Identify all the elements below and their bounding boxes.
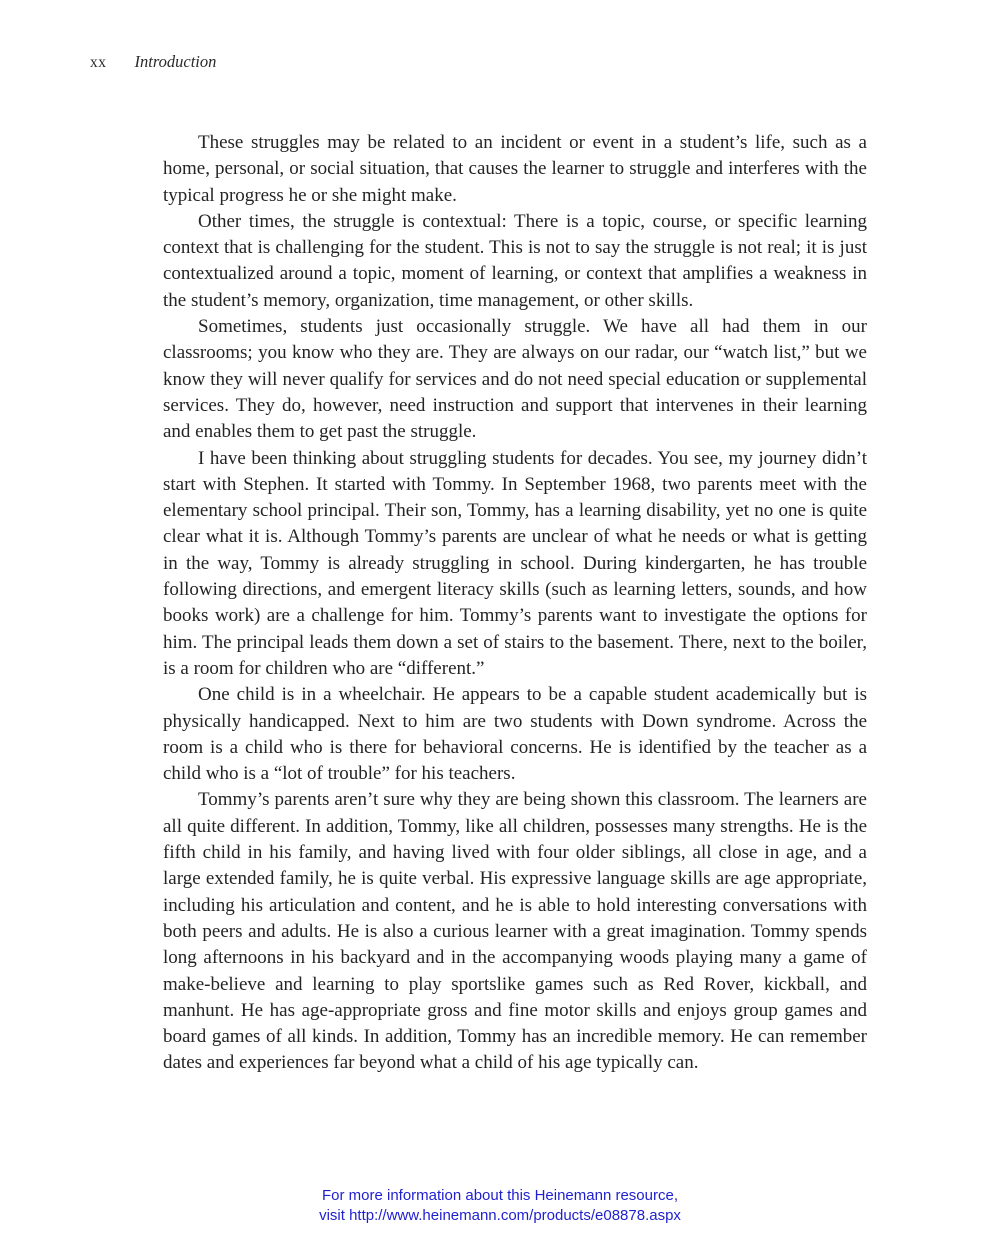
paragraph-basement-classroom: One child is in a wheelchair. He appears to be a capable student academically but is physically handicapped. Next to him are two students with Down syndrome. Across the room is a child who is there for behavioral concerns. He is identified by the teacher as a child who is a “lot of trouble” for his teachers. xyxy=(163,684,867,785)
paragraph-tommy-1968: I have been thinking about struggling students for decades. You see, my journey didn’t start with Stephen. It started with Tommy. In September 1968, two parents meet with the elementary school principal. Their son, Tommy, has a learning disability, yet no one is quite clear what it is. Although Tommy’s parents are unclear of what he needs or what is getting in the way, Tommy is already struggling in school. During kindergarten, he has trouble following directions, and emergent literacy skills (such as learning letters, sounds, and how books work) are a challenge for him. Tommy’s parents want to investigate the options for him. The principal leads them down a set of stairs to the basement. There, next to the boiler, is a room for children who are “different.” xyxy=(163,447,867,679)
resource-footer xyxy=(0,1186,1000,1225)
footer-resource-link[interactable]: visit http://www.heinemann.com/products/e08878.aspx xyxy=(319,1206,681,1224)
paragraph-occasional-struggle: Sometimes, students just occasionally struggle. We have all had them in our classrooms; you know who they are. They are always on our radar, our “watch list,” but we know they will never qualify for services and do not need special education or supplemental services. They do, however, need instruction and support that intervenes in their learning and enables them to get past the struggle. xyxy=(163,316,867,443)
paragraph-tommy-strengths: Tommy’s parents aren’t sure why they are being shown this classroom. The learners are all quite different. In addition, Tommy, like all children, possesses many strengths. He is the fifth child in his family, and having lived with four older siblings, all close in age, and a large extended family, he is quite verbal. His expressive language skills are age appropriate, including his articulation and content, and he is able to hold interesting conversations with both peers and adults. He is also a curious learner with a great imagination. Tommy spends long afternoons in his backyard and in the accompanying woods playing many a game of make-believe and learning to play sportslike games such as Red Rover, kickball, and manhunt. He has age-appropriate gross and fine motor skills and enjoys group games and board games of all kinds. In addition, Tommy has an incredible memory. He can remember dates and experiences far beyond what a child of his age typically can. xyxy=(163,789,867,1074)
footer-note: For more information about this Heinemann resource, xyxy=(321,1187,678,1204)
paragraph-struggle-contextual: Other times, the struggle is contextual: There is a topic, course, or specific learning context that is challenging for the student. This is not to say the struggle is not real; it is just contextualized around a topic, moment of learning, or context that amplifies a weakness in the student’s memory, organization, time management, or other skills. xyxy=(163,210,867,311)
body-text-block xyxy=(163,130,867,1077)
running-head xyxy=(90,52,216,72)
section-title: Introduction xyxy=(134,52,217,71)
paragraph-struggles-incident: These struggles may be related to an incident or event in a student’s life, such as a home, personal, or social situation, that causes the learner to struggle and interferes with the typical progress he or she might make. xyxy=(163,132,867,206)
page-number: xx xyxy=(90,54,107,71)
